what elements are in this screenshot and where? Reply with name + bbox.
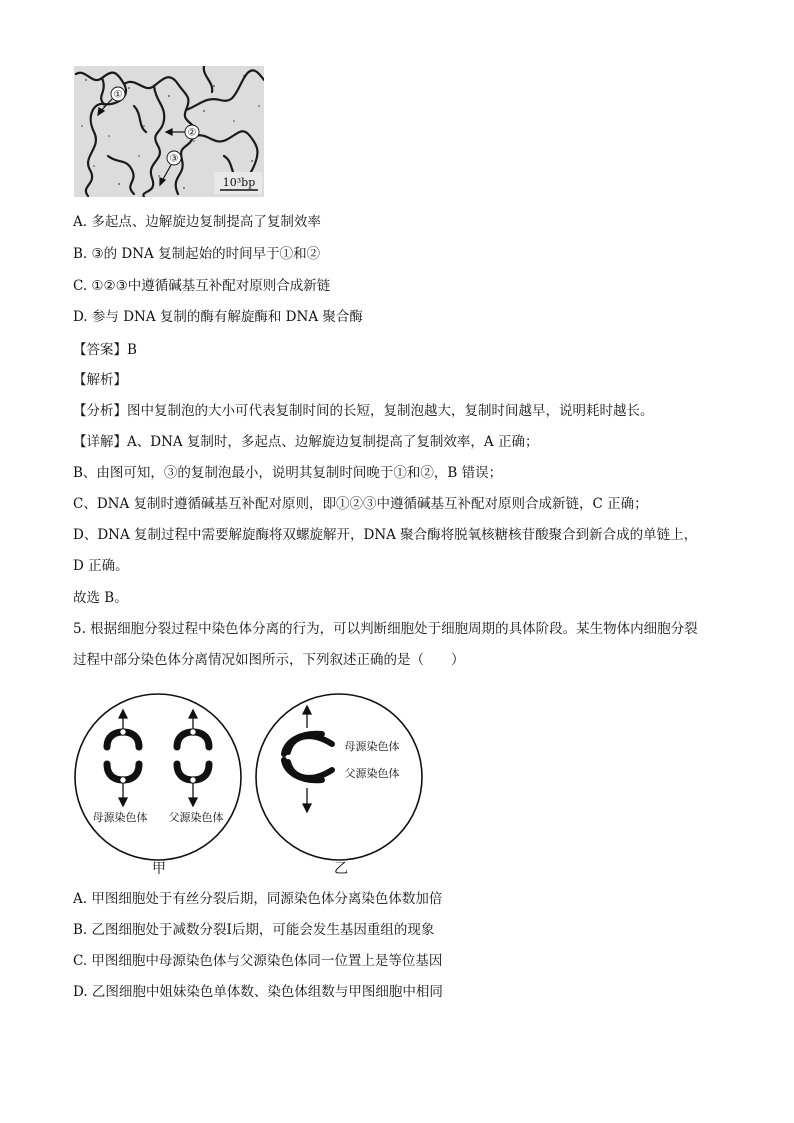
analysis-heading: 【解析】 xyxy=(73,372,127,388)
q4-option-a: A. 多起点、边解旋边复制提高了复制效率 xyxy=(73,214,321,230)
q5-option-b: B. 乙图细胞处于减数分裂Ⅰ后期，可能会发生基因重组的现象 xyxy=(73,922,435,938)
q5-option-c: C. 甲图细胞中母源染色体与父源染色体同一位置上是等位基因 xyxy=(73,953,443,969)
q4-option-b: B. ③的 DNA 复制起始的时间早于①和② xyxy=(73,246,321,262)
q4-option-d: D. 参与 DNA 复制的酶有解旋酶和 DNA 聚合酶 xyxy=(73,309,363,325)
jia-paternal-label: 父源染色体 xyxy=(168,811,224,824)
answer-line: 【答案】B xyxy=(73,342,137,358)
marker-1: ① xyxy=(113,89,123,101)
analysis-line: D、DNA 复制过程中需要解旋酶将双螺旋解开，DNA 聚合酶将脱氧核糖核苷酸聚合到新合成的单链上， xyxy=(73,527,698,543)
marker-3: ③ xyxy=(169,153,179,165)
analysis-line: C、DNA 复制时遵循碱基互补配对原则，即①②③中遵循碱基互补配对原则合成新链，C 正确； xyxy=(73,496,648,512)
analysis-line: 【详解】A、DNA 复制时，多起点、边解旋边复制提高了复制效率，A 正确； xyxy=(73,434,539,450)
cell-jia-label: 甲 xyxy=(152,861,166,877)
q5-stem-line: 5. 根据细胞分裂过程中染色体分离的行为，可以判断细胞处于细胞周期的具体阶段。某生物体内细胞分裂 xyxy=(73,621,698,637)
cell-yi-label: 乙 xyxy=(334,861,348,877)
cell-division-figure xyxy=(70,692,430,882)
scale-bar-label: 10³bp xyxy=(222,176,256,189)
analysis-line: 故选 B。 xyxy=(73,590,128,606)
marker-2: ② xyxy=(187,127,197,139)
analysis-line: D 正确。 xyxy=(73,558,129,574)
analysis-line: B、由图可知，③的复制泡最小，说明其复制时间晚于①和②，B 错误； xyxy=(73,465,503,481)
dna-replication-micrograph xyxy=(74,66,264,197)
q5-stem-line: 过程中部分染色体分离情况如图所示，下列叙述正确的是（ ） xyxy=(73,652,465,668)
q5-option-a: A. 甲图细胞处于有丝分裂后期，同源染色体分离染色体数加倍 xyxy=(73,891,443,907)
q5-option-d: D. 乙图细胞中姐妹染色单体数、染色体组数与甲图细胞中相同 xyxy=(73,984,443,1000)
q4-option-c: C. ①②③中遵循碱基互补配对原则合成新链 xyxy=(73,278,331,294)
yi-paternal-label: 父源染色体 xyxy=(344,767,400,780)
yi-maternal-label: 母源染色体 xyxy=(344,740,400,753)
cell-jia-outline xyxy=(75,694,241,860)
jia-maternal-label: 母源染色体 xyxy=(92,811,148,824)
analysis-line: 【分析】图中复制泡的大小可代表复制时间的长短，复制泡越大，复制时间越早，说明耗时越长。 xyxy=(73,403,654,419)
